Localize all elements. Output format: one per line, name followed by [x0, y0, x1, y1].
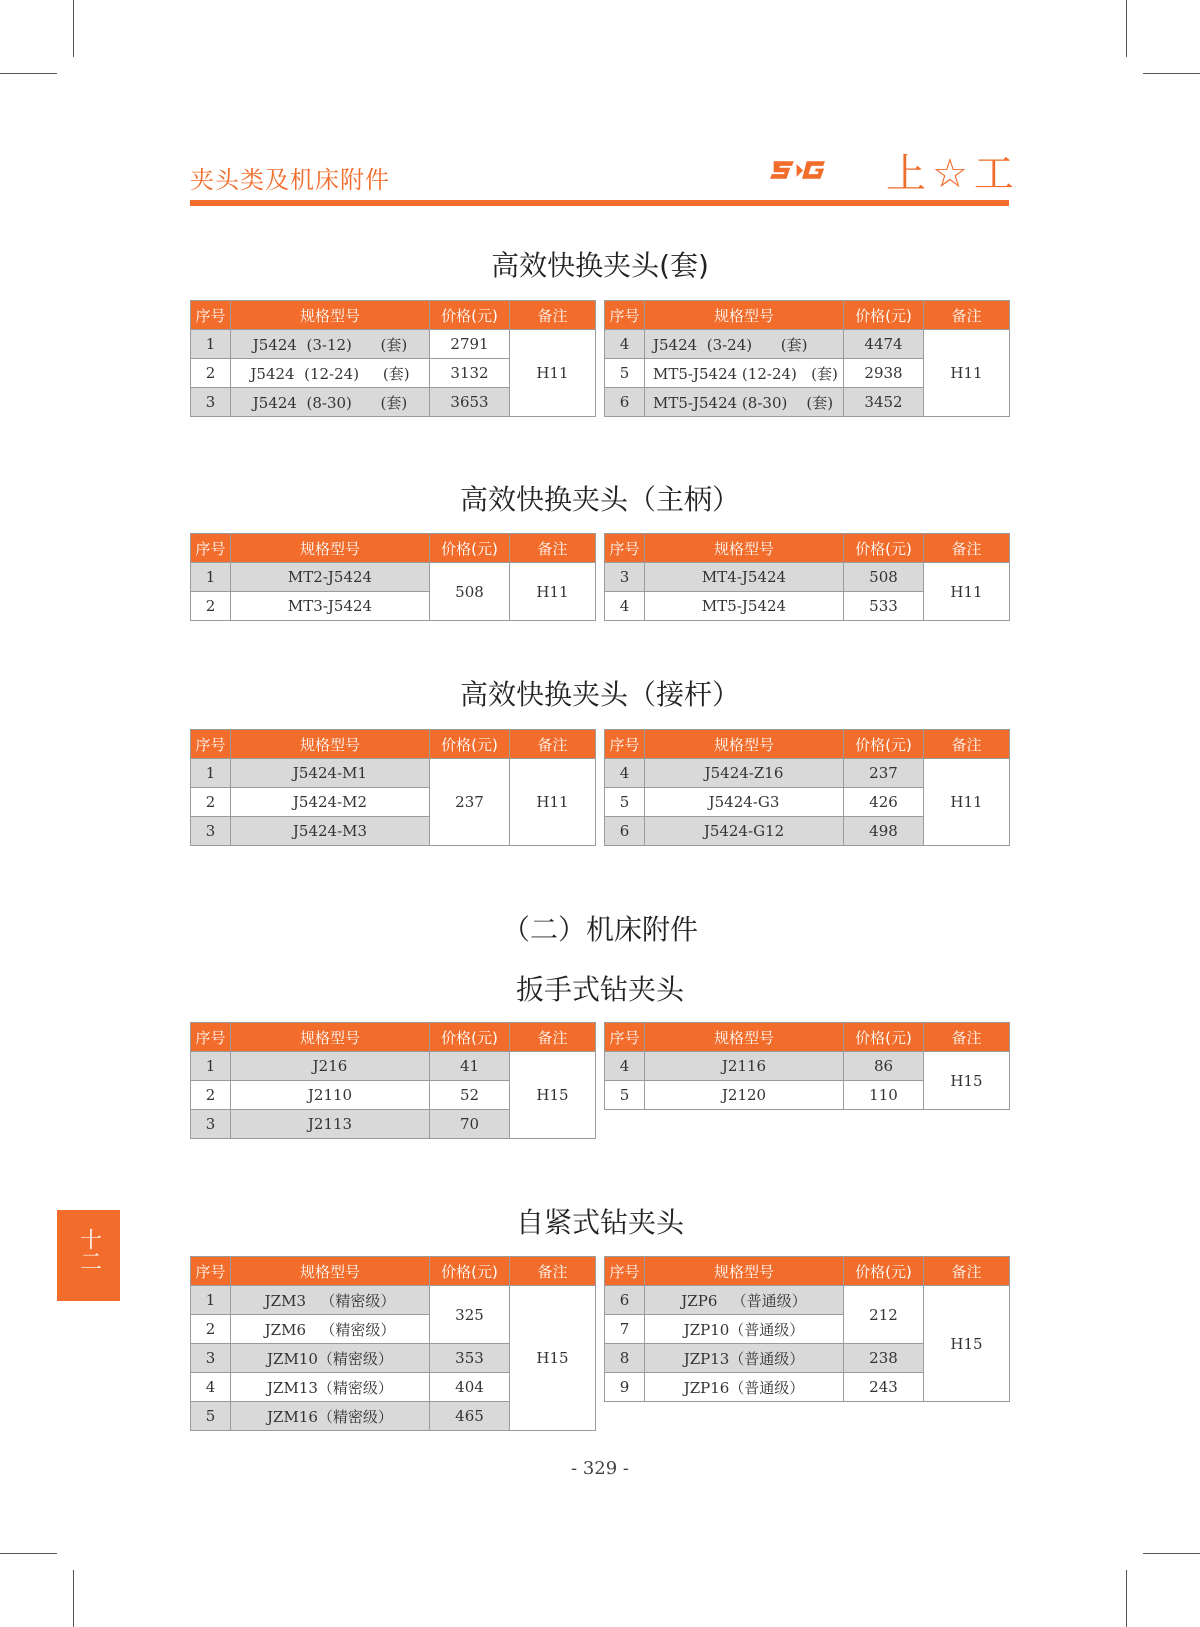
section-title: 自紧式钻夹头: [515, 1206, 684, 1239]
price-cell: 4474: [844, 330, 924, 359]
row-number: 5: [191, 1402, 231, 1431]
note-cell: H15: [510, 1286, 596, 1431]
row-number: 3: [191, 1110, 231, 1139]
model-cell: J5424 (8-30) (套): [231, 388, 430, 417]
model-cell: J2116: [645, 1052, 844, 1081]
price-table-left: [190, 300, 596, 417]
price-table-right: [604, 1022, 1010, 1110]
row-number: 1: [191, 759, 231, 788]
table-row: [605, 330, 1010, 359]
row-number: 3: [191, 1344, 231, 1373]
column-header: 规格型号: [645, 1257, 844, 1286]
column-header: 序号: [605, 301, 645, 330]
price-cell: 498: [844, 817, 924, 846]
price-table-right: [604, 533, 1010, 621]
row-number: 4: [605, 1052, 645, 1081]
row-number: 6: [605, 817, 645, 846]
price-cell: 52: [430, 1081, 510, 1110]
column-header: 价格(元): [844, 730, 924, 759]
table-row: [605, 759, 1010, 788]
model-cell: J5424 (3-12) (套): [231, 330, 430, 359]
note-cell: H11: [510, 563, 596, 621]
row-number: 2: [191, 1315, 231, 1344]
column-header: 备注: [924, 534, 1010, 563]
crop-mark: [1143, 1553, 1200, 1554]
table-row: [605, 1286, 1010, 1315]
row-number: 2: [191, 1081, 231, 1110]
column-header: 序号: [191, 1023, 231, 1052]
row-number: 2: [191, 592, 231, 621]
model-cell: MT3-J5424: [231, 592, 430, 621]
table-row: [605, 563, 1010, 592]
column-header: 规格型号: [645, 534, 844, 563]
price-cell: 3452: [844, 388, 924, 417]
price-table-left: [190, 1022, 596, 1139]
column-header: 价格(元): [844, 1023, 924, 1052]
section-title: 高效快换夹头（接杆）: [459, 678, 740, 711]
row-number: 2: [191, 359, 231, 388]
table-row: [605, 1052, 1010, 1081]
brand-logo-text: 上☆工: [886, 151, 1020, 197]
row-number: 7: [605, 1315, 645, 1344]
column-header: 序号: [191, 730, 231, 759]
row-number: 1: [191, 1052, 231, 1081]
column-header: 序号: [191, 534, 231, 563]
crop-mark: [73, 1570, 74, 1627]
row-number: 4: [605, 592, 645, 621]
note-cell: H11: [510, 759, 596, 846]
price-table-left: [190, 729, 596, 846]
model-cell: J5424-M2: [231, 788, 430, 817]
column-header: 备注: [924, 730, 1010, 759]
model-cell: J2120: [645, 1081, 844, 1110]
row-number: 1: [191, 563, 231, 592]
row-number: 5: [605, 1081, 645, 1110]
crop-mark: [1143, 73, 1200, 74]
row-number: 4: [605, 330, 645, 359]
column-header: 规格型号: [645, 1023, 844, 1052]
price-cell: 2791: [430, 330, 510, 359]
column-header: 备注: [924, 1023, 1010, 1052]
table-row: [191, 759, 596, 788]
crop-mark: [1126, 0, 1127, 57]
model-cell: JZM10（精密级）: [231, 1344, 430, 1373]
note-cell: H11: [924, 759, 1010, 846]
row-number: 8: [605, 1344, 645, 1373]
crop-mark: [1126, 1570, 1127, 1627]
price-cell: 508: [844, 563, 924, 592]
note-cell: H11: [924, 330, 1010, 417]
price-cell: 110: [844, 1081, 924, 1110]
chapter-tab-label: 十二: [76, 1228, 102, 1272]
column-header: 规格型号: [231, 1257, 430, 1286]
model-cell: J2113: [231, 1110, 430, 1139]
model-cell: MT5-J5424 (8-30) (套): [645, 388, 844, 417]
price-cell: 86: [844, 1052, 924, 1081]
row-number: 1: [191, 1286, 231, 1315]
row-number: 6: [605, 388, 645, 417]
price-table-left: [190, 1256, 596, 1431]
column-header: 序号: [605, 730, 645, 759]
table-row: [191, 330, 596, 359]
row-number: 6: [605, 1286, 645, 1315]
price-cell: 508: [430, 563, 510, 621]
price-cell: 533: [844, 592, 924, 621]
column-header: 备注: [924, 301, 1010, 330]
row-number: 5: [605, 359, 645, 388]
row-number: 3: [191, 388, 231, 417]
model-cell: JZM6 （精密级）: [231, 1315, 430, 1344]
price-cell: 404: [430, 1373, 510, 1402]
column-header: 价格(元): [844, 534, 924, 563]
column-header: 序号: [191, 1257, 231, 1286]
model-cell: J2110: [231, 1081, 430, 1110]
column-header: 备注: [924, 1257, 1010, 1286]
row-number: 3: [191, 817, 231, 846]
model-cell: MT5-J5424 (12-24) (套): [645, 359, 844, 388]
column-header: 规格型号: [231, 1023, 430, 1052]
column-header: 规格型号: [231, 730, 430, 759]
price-table-right: [604, 1256, 1010, 1402]
row-number: 4: [191, 1373, 231, 1402]
column-header: 价格(元): [430, 1257, 510, 1286]
page-number: - 329 -: [571, 1458, 629, 1479]
model-cell: MT4-J5424: [645, 563, 844, 592]
crop-mark: [73, 0, 74, 57]
column-header: 备注: [510, 1257, 596, 1286]
table-row: [191, 563, 596, 592]
row-number: 5: [605, 788, 645, 817]
crop-mark: [0, 73, 57, 74]
row-number: 2: [191, 788, 231, 817]
model-cell: JZP6 （普通级）: [645, 1286, 844, 1315]
price-cell: 243: [844, 1373, 924, 1402]
column-header: 规格型号: [645, 730, 844, 759]
column-header: 规格型号: [231, 534, 430, 563]
row-number: 9: [605, 1373, 645, 1402]
column-header: 序号: [605, 1257, 645, 1286]
model-cell: JZP16（普通级）: [645, 1373, 844, 1402]
price-cell: 237: [844, 759, 924, 788]
model-cell: J216: [231, 1052, 430, 1081]
section-title: 高效快换夹头(套): [491, 249, 709, 282]
column-header: 规格型号: [231, 301, 430, 330]
note-cell: H11: [924, 563, 1010, 621]
model-cell: J5424 (3-24) (套): [645, 330, 844, 359]
note-cell: H15: [924, 1052, 1010, 1110]
model-cell: MT5-J5424: [645, 592, 844, 621]
column-header: 序号: [605, 1023, 645, 1052]
price-cell: 212: [844, 1286, 924, 1344]
model-cell: J5424-Z16: [645, 759, 844, 788]
model-cell: MT2-J5424: [231, 563, 430, 592]
price-cell: 238: [844, 1344, 924, 1373]
model-cell: JZP13（普通级）: [645, 1344, 844, 1373]
brand-logo: [770, 150, 880, 190]
column-header: 价格(元): [430, 1023, 510, 1052]
model-cell: JZM16（精密级）: [231, 1402, 430, 1431]
price-table-left: [190, 533, 596, 621]
model-cell: JZM3 （精密级）: [231, 1286, 430, 1315]
model-cell: JZP10（普通级）: [645, 1315, 844, 1344]
note-cell: H15: [510, 1052, 596, 1139]
section-title: 扳手式钻夹头: [515, 973, 684, 1006]
column-header: 备注: [510, 301, 596, 330]
table-row: [191, 1052, 596, 1081]
price-cell: 426: [844, 788, 924, 817]
model-cell: J5424-M1: [231, 759, 430, 788]
row-number: 4: [605, 759, 645, 788]
price-cell: 70: [430, 1110, 510, 1139]
column-header: 价格(元): [844, 1257, 924, 1286]
note-cell: H11: [510, 330, 596, 417]
price-cell: 353: [430, 1344, 510, 1373]
page-header-title: 夹头类及机床附件: [190, 166, 390, 194]
model-cell: J5424-G3: [645, 788, 844, 817]
column-header: 序号: [605, 534, 645, 563]
price-cell: 325: [430, 1286, 510, 1344]
price-table-right: [604, 729, 1010, 846]
price-cell: 3653: [430, 388, 510, 417]
model-cell: J5424-M3: [231, 817, 430, 846]
price-cell: 2938: [844, 359, 924, 388]
column-header: 备注: [510, 730, 596, 759]
row-number: 3: [605, 563, 645, 592]
model-cell: J5424-G12: [645, 817, 844, 846]
column-header: 规格型号: [645, 301, 844, 330]
price-cell: 41: [430, 1052, 510, 1081]
column-header: 序号: [191, 301, 231, 330]
price-cell: 237: [430, 759, 510, 846]
model-cell: J5424 (12-24) (套): [231, 359, 430, 388]
part-title: （二）机床附件: [501, 913, 698, 946]
column-header: 价格(元): [430, 301, 510, 330]
price-cell: 3132: [430, 359, 510, 388]
column-header: 价格(元): [430, 730, 510, 759]
row-number: 1: [191, 330, 231, 359]
crop-mark: [0, 1553, 57, 1554]
price-table-right: [604, 300, 1010, 417]
column-header: 价格(元): [844, 301, 924, 330]
chapter-tab: [57, 1210, 120, 1301]
column-header: 备注: [510, 1023, 596, 1052]
header-rule: [190, 200, 1009, 206]
model-cell: JZM13（精密级）: [231, 1373, 430, 1402]
price-cell: 465: [430, 1402, 510, 1431]
table-row: [191, 1286, 596, 1315]
section-title: 高效快换夹头（主柄）: [459, 483, 740, 516]
note-cell: H15: [924, 1286, 1010, 1402]
column-header: 价格(元): [430, 534, 510, 563]
column-header: 备注: [510, 534, 596, 563]
